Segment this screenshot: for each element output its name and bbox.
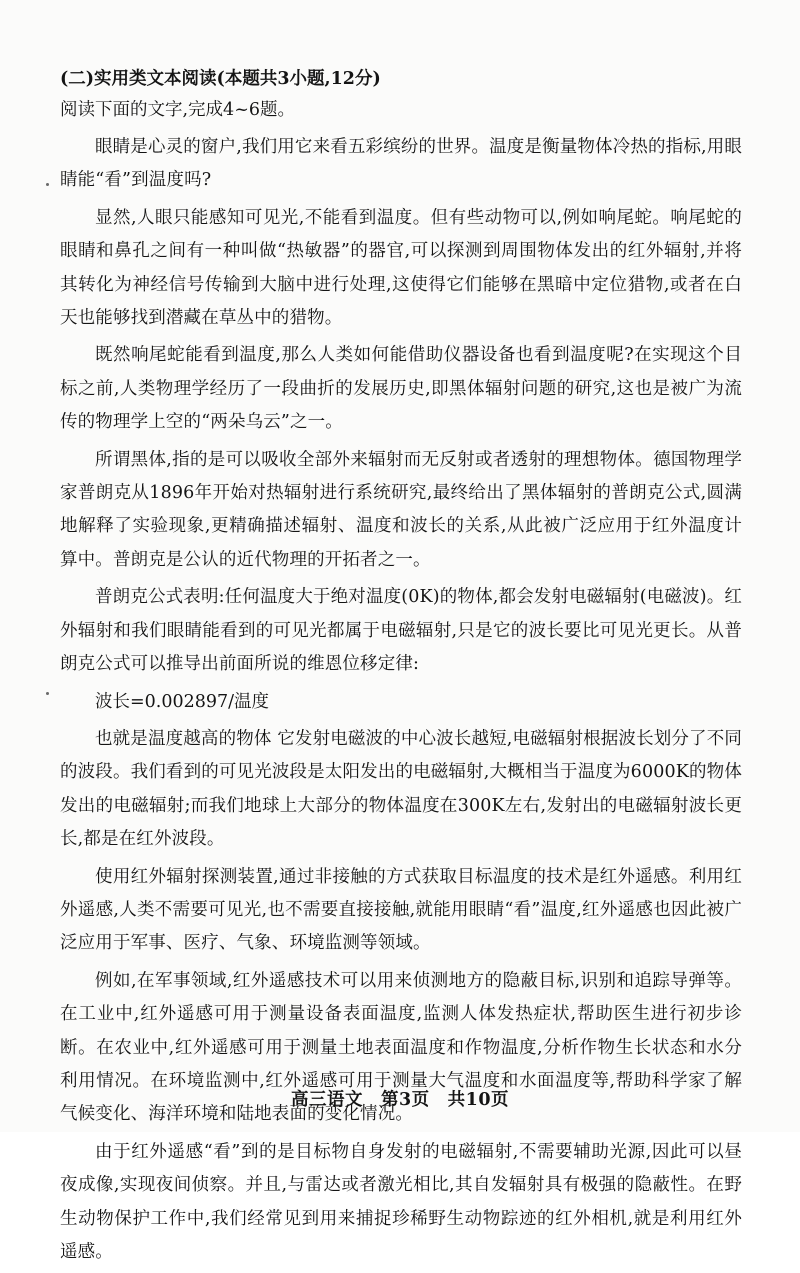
paragraph: 所谓黑体,指的是可以吸收全部外来辐射而无反射或者透射的理想物体。德国物理学家普朗克从1896年开始对热辐射进行系统研究,最终给出了黑体辐射的普朗克公式,圆满地解释了实验现象,更精确描述辐射、温度和波长的关系,从此被广泛应用于红外温度计算中。普朗克是公认的近代物理的开拓者之一。: [60, 449, 742, 570]
paragraph: 例如,在军事领域,红外遥感技术可以用来侦测地方的隐蔽目标,识别和追踪导弹等。在工业中,红外遥感可用于测量设备表面温度,监测人体发热症状,帮助医生进行初步诊断。在农业中,红外遥感可用于测量土地表面温度和作物温度,分析作物生长状态和水分利用情况。在环境监测中,红外遥感可用于测量大气温度和水面温度等,帮助科学家了解气候变化、海洋环境和陆地表面的变化情况。: [60, 970, 742, 1125]
scan-speck: [46, 183, 49, 186]
paragraph: 使用红外辐射探测装置,通过非接触的方式获取目标温度的技术是红外遥感。利用红外遥感,人类不需要可见光,也不需要直接接触,就能用眼睛“看”温度,红外遥感也因此被广泛应用于军事、医疗、气象、环境监测等领域。: [60, 866, 742, 954]
scan-speck: [46, 692, 49, 695]
paragraph: 由于红外遥感“看”到的是目标物自身发射的电磁辐射,不需要辅助光源,因此可以昼夜成像,实现夜间侦察。并且,与雷达或者激光相比,其自发辐射具有极强的隐蔽性。在野生动物保护工作中,我们经常见到用来捕捉珍稀野生动物踪迹的红外相机,就是利用红外遥感。: [60, 1141, 742, 1262]
instruction: 阅读下面的文字,完成4~6题。: [60, 100, 295, 120]
section-title: (二)实用类文本阅读(本题共3小题,12分): [60, 69, 381, 89]
paragraph: 既然响尾蛇能看到温度,那么人类如何能借助仪器设备也看到温度呢?在实现这个目标之前,人类物理学经历了一段曲折的发展历史,即黑体辐射问题的研究,这也是被广为流传的物理学上空的“两朵乌云”之一。: [60, 345, 742, 433]
paragraph: 眼睛是心灵的窗户,我们用它来看五彩缤纷的世界。温度是衡量物体冷热的指标,用眼睛能“看”到温度吗?: [60, 137, 742, 191]
page-footer: 高三语文 第3页 共10页: [290, 1090, 510, 1110]
paragraph: 显然,人眼只能感知可见光,不能看到温度。但有些动物可以,例如响尾蛇。响尾蛇的眼睛和鼻孔之间有一种叫做“热敏器”的器官,可以探测到周围物体发出的红外辐射,并将其转化为神经信号传输到大脑中进行处理,这使得它们能够在黑暗中定位猎物,或者在白天也能够找到潜藏在草丛中的猎物。: [60, 207, 742, 329]
paragraph: 也就是温度越高的物体 它发射电磁波的中心波长越短,电磁辐射根据波长划分了不同的波段。我们看到的可见光波段是太阳发出的电磁辐射,大概相当于温度为6000K的物体发出的电磁辐射;而我们地球上大部分的物体温度在300K左右,发射出的电磁辐射波长更长,都是在红外波段。: [60, 728, 742, 850]
paragraph: 普朗克公式表明:任何温度大于绝对温度(0K)的物体,都会发射电磁辐射(电磁波)。红外辐射和我们眼睛能看到的可见光都属于电磁辐射,只是它的波长要比可见光更长。从普朗克公式可以推导出前面所说的维恩位移定律:: [60, 587, 742, 675]
wien-formula: 波长=0.002897/温度: [95, 691, 270, 712]
